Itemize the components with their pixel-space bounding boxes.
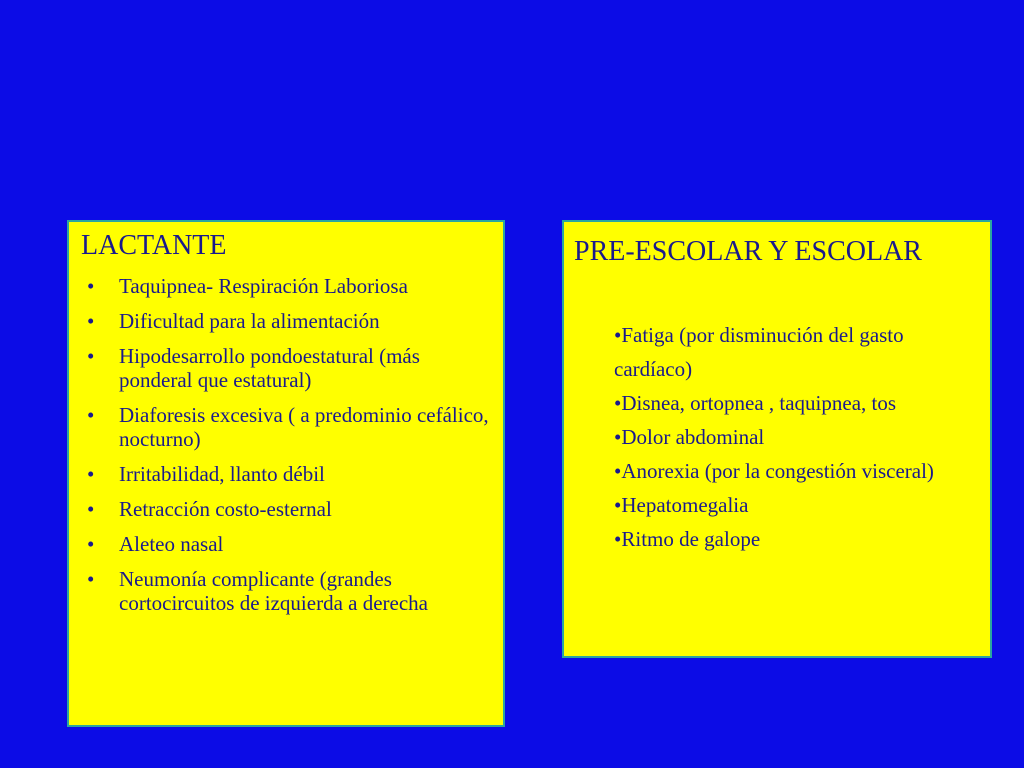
list-item xyxy=(83,309,493,333)
bullet-icon: • xyxy=(87,344,95,368)
list-item-text: Diaforesis excesiva ( a predominio cefálico, nocturno) xyxy=(119,403,489,451)
bullet-icon: • xyxy=(87,403,95,427)
list-item-text: Neumonía complicante (grandes cortocircuitos de izquierda a derecha xyxy=(119,567,429,615)
list-item xyxy=(83,274,493,298)
bullet-icon: • xyxy=(87,462,95,486)
list-item xyxy=(83,462,493,486)
list-item-text: Retracción costo-esternal xyxy=(119,497,332,521)
bullet-icon: • xyxy=(87,567,95,591)
lactante-title: LACTANTE xyxy=(81,230,227,261)
list-item: •Anorexia (por la congestión visceral) xyxy=(614,459,934,483)
list-item xyxy=(83,532,493,556)
escolar-title: PRE-ESCOLAR Y ESCOLAR xyxy=(574,236,922,267)
escolar-list xyxy=(614,318,974,556)
list-item: •Ritmo de galope xyxy=(614,527,761,551)
list-item xyxy=(83,567,493,615)
list-item-text: Hipodesarrollo pondoestatural (más ponderal que estatural) xyxy=(119,344,420,392)
escolar-panel xyxy=(562,220,992,658)
list-item: •Dolor abdominal xyxy=(614,425,765,449)
bullet-icon: • xyxy=(87,497,95,521)
list-item-text: Irritabilidad, llanto débil xyxy=(119,462,325,486)
bullet-icon: • xyxy=(87,532,95,556)
list-item-text: Dificultad para la alimentación xyxy=(119,309,380,333)
list-item: •Hepatomegalia xyxy=(614,493,749,517)
list-item xyxy=(83,403,493,451)
list-item: •Disnea, ortopnea , taquipnea, tos xyxy=(614,391,897,415)
list-item xyxy=(83,497,493,521)
list-item: •Fatiga (por disminución del gasto cardíaco) xyxy=(614,323,904,381)
bullet-icon: • xyxy=(87,309,95,333)
lactante-panel xyxy=(67,220,505,727)
lactante-list xyxy=(83,274,493,626)
list-item-text: Taquipnea- Respiración Laboriosa xyxy=(119,274,408,298)
list-item xyxy=(83,344,493,392)
bullet-icon: • xyxy=(87,274,95,298)
list-item-text: Aleteo nasal xyxy=(119,532,224,556)
